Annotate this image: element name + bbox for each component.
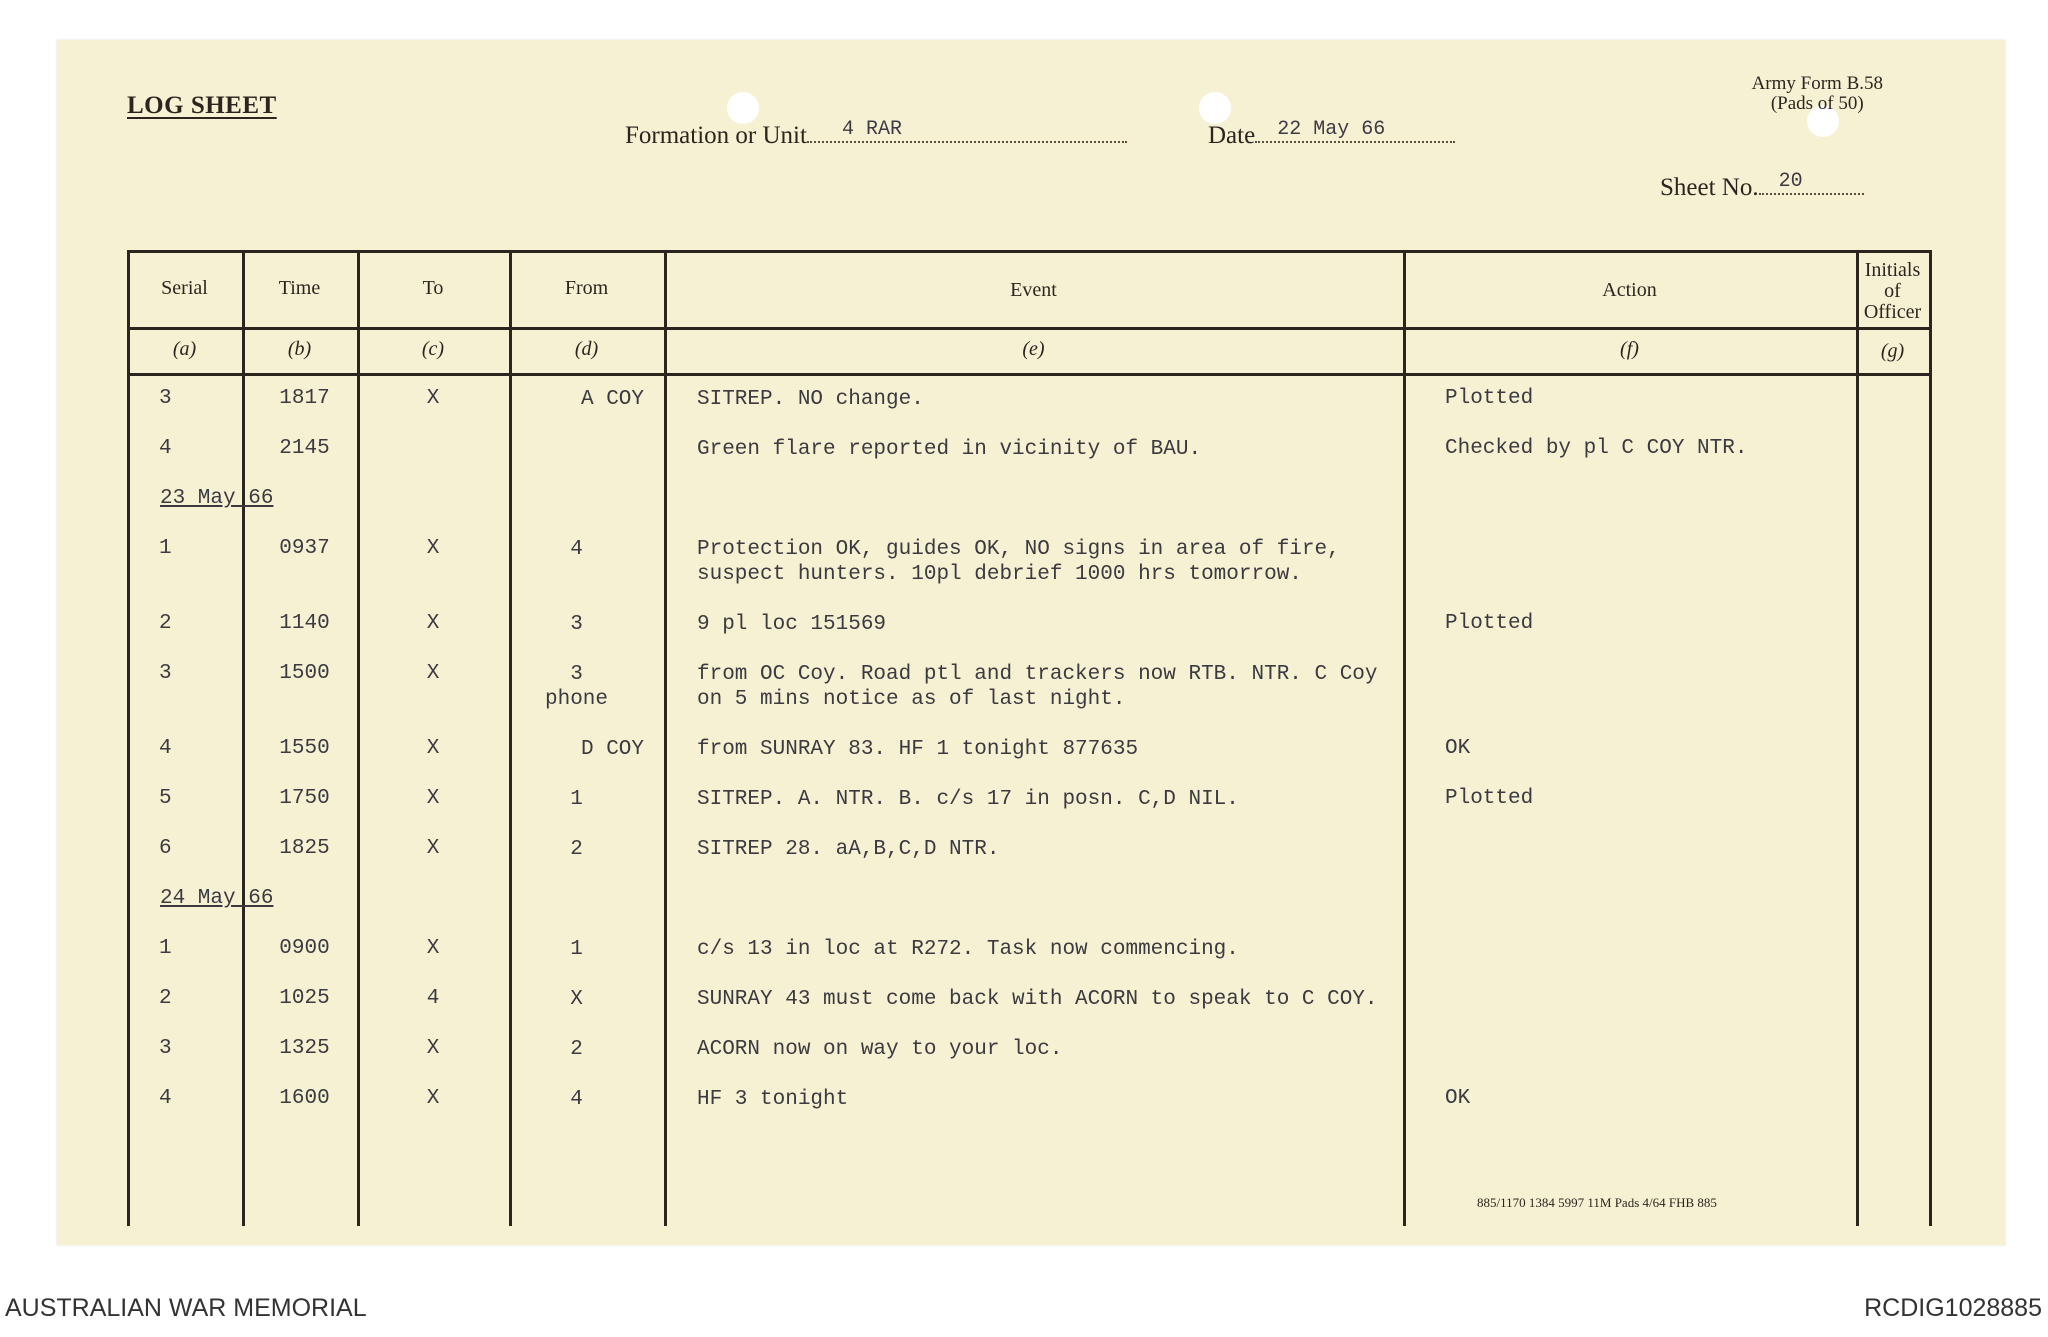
- cell-serial: 3: [159, 1037, 172, 1060]
- cell-to: X: [426, 387, 440, 410]
- cell-action: Plotted: [1445, 612, 1534, 635]
- col-header-initials: Initials of Officer: [1863, 259, 1922, 323]
- cell-event: from OC Coy. Road ptl and trackers now RTB. NTR. C Coy on 5 mins notice as of last night.: [697, 663, 1378, 711]
- col-header-action: Action: [1602, 279, 1657, 301]
- printer-code: 885/1170 1384 5997 11M Pads 4/64 FHB 885: [1477, 1195, 1717, 1210]
- cell-action: OK: [1445, 737, 1471, 760]
- cell-from: 2: [570, 1038, 583, 1061]
- cell-from: X: [570, 988, 583, 1011]
- cell-to: X: [426, 537, 440, 560]
- sheet-value: 20: [1778, 170, 1803, 193]
- column-divider: [1856, 250, 1859, 1226]
- cell-serial: 3: [159, 662, 172, 685]
- cell-serial: 1: [159, 937, 172, 960]
- cell-event: HF 3 tonight: [697, 1088, 849, 1111]
- cell-serial: 4: [159, 437, 172, 460]
- punch-hole: [727, 92, 759, 124]
- footer-credit: AUSTRALIAN WAR MEMORIAL: [5, 1294, 367, 1322]
- col-letter-d: (d): [574, 338, 599, 360]
- cell-from: 4: [570, 1088, 583, 1111]
- cell-serial: 3: [159, 387, 172, 410]
- cell-action: Plotted: [1445, 787, 1534, 810]
- cell-from: 2: [570, 838, 583, 861]
- form-title: LOG SHEET: [127, 92, 277, 119]
- cell-event: SUNRAY 43 must come back with ACORN to speak to C COY.: [697, 988, 1378, 1011]
- cell-event: SITREP 28. aA,B,C,D NTR.: [697, 838, 1000, 861]
- cell-from: 1: [570, 788, 583, 811]
- col-letter-a: (a): [172, 338, 197, 360]
- date-field: [1208, 118, 1455, 150]
- col-letter-f: (f): [1620, 338, 1639, 360]
- cell-time: 2145: [279, 437, 330, 460]
- col-header-serial: Serial: [161, 277, 208, 299]
- cell-to: 4: [426, 987, 440, 1010]
- cell-serial: 2: [159, 987, 172, 1010]
- cell-from: 3: [570, 613, 583, 636]
- cell-time: 1550: [279, 737, 330, 760]
- cell-serial: 1: [159, 537, 172, 560]
- cell-to: X: [426, 612, 440, 635]
- cell-event: 9 pl loc 151569: [697, 613, 887, 636]
- cell-time: 1025: [279, 987, 330, 1010]
- table-header-rule: [127, 327, 1932, 330]
- cell-from: D COY: [580, 738, 644, 761]
- cell-event: ACORN now on way to your loc.: [697, 1038, 1063, 1061]
- log-table: [127, 250, 1932, 1226]
- cell-time: 1600: [279, 1087, 330, 1110]
- cell-time: 1750: [279, 787, 330, 810]
- cell-from: 1: [570, 938, 583, 961]
- formation-label: Formation or Unit: [625, 122, 807, 149]
- cell-event: Green flare reported in vicinity of BAU.: [697, 438, 1202, 461]
- cell-time: 0937: [279, 537, 330, 560]
- col-letter-b: (b): [287, 338, 312, 360]
- date-divider: 23 May 66: [160, 487, 274, 510]
- table-letter-rule: [127, 373, 1932, 376]
- cell-from: 4: [570, 538, 583, 561]
- col-letter-g: (g): [1880, 340, 1905, 362]
- cell-to: X: [426, 937, 440, 960]
- date-label: Date: [1208, 122, 1256, 149]
- cell-serial: 2: [159, 612, 172, 635]
- formation-field: [625, 118, 1127, 150]
- cell-to: X: [426, 1037, 440, 1060]
- cell-time: 1140: [279, 612, 330, 635]
- cell-from: 3 phone: [544, 663, 608, 711]
- cell-event: from SUNRAY 83. HF 1 tonight 877635: [697, 738, 1139, 761]
- cell-serial: 4: [159, 737, 172, 760]
- punch-hole: [1199, 92, 1231, 124]
- column-divider: [127, 250, 130, 1226]
- cell-from: A COY: [580, 388, 644, 411]
- cell-time: 1325: [279, 1037, 330, 1060]
- cell-time: 1817: [279, 387, 330, 410]
- cell-event: Protection OK, guides OK, NO signs in area of fire, suspect hunters. 10pl debrief 1000 hrs tomorrow.: [697, 538, 1340, 586]
- sheet-label: Sheet No.: [1660, 174, 1759, 201]
- table-top-rule: [127, 250, 1932, 253]
- cell-time: 1500: [279, 662, 330, 685]
- cell-action: OK: [1445, 1087, 1471, 1110]
- cell-action: Plotted: [1445, 387, 1534, 410]
- footer-record-id: RCDIG1028885: [1864, 1294, 2042, 1322]
- col-letter-e: (e): [1022, 338, 1045, 360]
- cell-event: SITREP. NO change.: [697, 388, 924, 411]
- col-letter-c: (c): [421, 338, 445, 360]
- cell-event: c/s 13 in loc at R272. Task now commencing.: [697, 938, 1239, 961]
- army-form-label: Army Form B.58: [1751, 73, 1883, 94]
- date-value: 22 May 66: [1277, 118, 1386, 141]
- sheet-number-field: [1660, 170, 1864, 202]
- cell-serial: 5: [159, 787, 172, 810]
- cell-to: X: [426, 1087, 440, 1110]
- column-divider: [1929, 250, 1932, 1226]
- column-divider: [242, 250, 245, 1226]
- cell-time: 0900: [279, 937, 330, 960]
- cell-to: X: [426, 737, 440, 760]
- column-divider: [664, 250, 667, 1226]
- cell-serial: 4: [159, 1087, 172, 1110]
- col-header-event: Event: [1010, 279, 1057, 301]
- cell-event: SITREP. A. NTR. B. c/s 17 in posn. C,D NIL.: [697, 788, 1239, 811]
- column-divider: [1403, 250, 1406, 1226]
- cell-to: X: [426, 662, 440, 685]
- army-form-number: [1752, 74, 1883, 114]
- date-divider: 24 May 66: [160, 887, 274, 910]
- col-header-from: From: [564, 277, 609, 299]
- col-header-to: To: [422, 277, 444, 299]
- formation-value: 4 RAR: [841, 118, 902, 141]
- cell-to: X: [426, 837, 440, 860]
- cell-action: Checked by pl C COY NTR.: [1445, 437, 1748, 460]
- cell-time: 1825: [279, 837, 330, 860]
- col-header-time: Time: [278, 277, 321, 299]
- pads-of-label: (Pads of 50): [1770, 93, 1864, 114]
- cell-to: X: [426, 787, 440, 810]
- cell-serial: 6: [159, 837, 172, 860]
